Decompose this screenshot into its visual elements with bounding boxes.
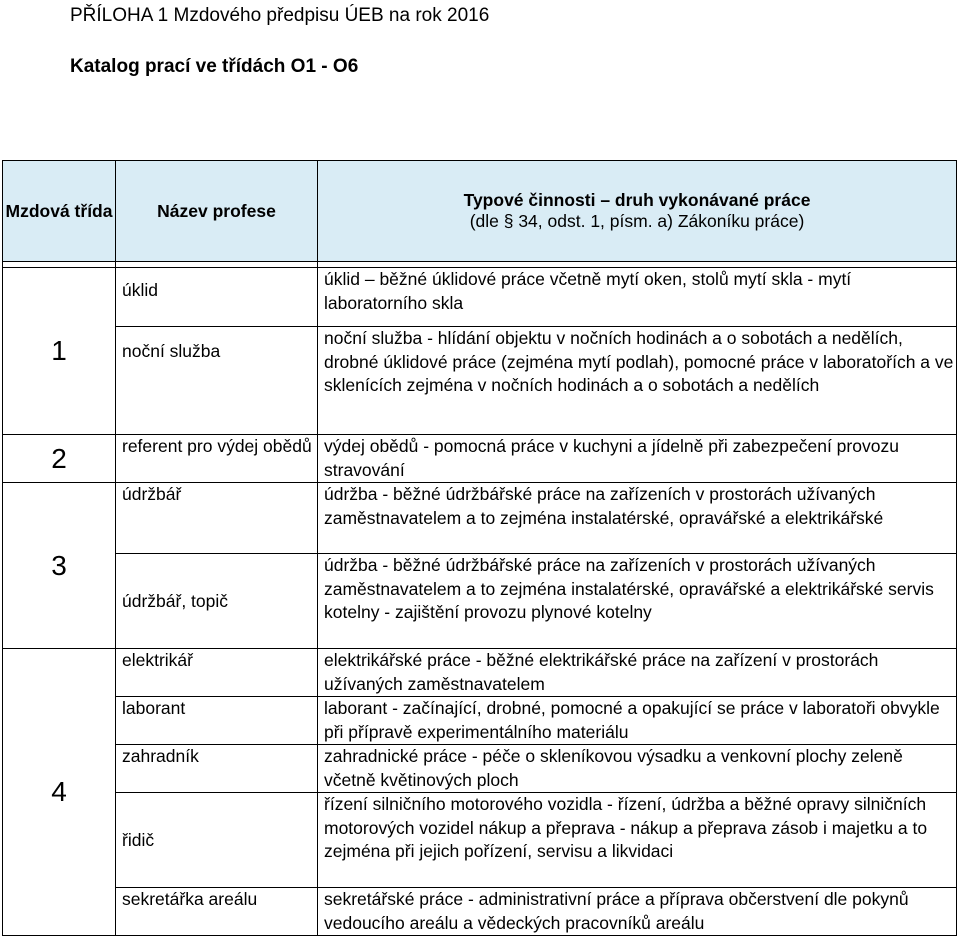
table-row xyxy=(3,793,957,888)
document-title: PŘÍLOHA 1 Mzdového předpisu ÚEB na rok 2016 xyxy=(70,5,490,26)
document-subtitle: Katalog prací ve třídách O1 - O6 xyxy=(70,56,359,77)
activity-cell: úklid – běžné úklidové práce včetně mytí oken, stolů mytí skla - mytí laboratorního skla xyxy=(318,268,957,327)
profession-cell: referent pro výdej obědů xyxy=(116,435,318,483)
table-row xyxy=(3,268,957,327)
activity-cell: údržba - běžné údržbářské práce na zařízeních v prostorách užívaných zaměstnavatelem a to zejména instalatérské, opravářské a elektrikářské xyxy=(318,483,957,554)
activity-cell: sekretářské práce - administrativní práce a příprava občerstvení dle pokynů vedoucího areálu a vědeckých pracovníků areálu xyxy=(318,888,957,936)
profession-cell: úklid xyxy=(116,268,318,327)
table-row xyxy=(3,697,957,745)
header-class: Mzdová třída xyxy=(3,161,116,262)
class-number: 1 xyxy=(3,268,116,435)
header-profession: Název profese xyxy=(116,161,318,262)
profession-cell: údržbář, topič xyxy=(116,554,318,649)
header-activities-note: (dle § 34, odst. 1, písm. a) Zákoníku práce) xyxy=(469,211,805,231)
header-activities xyxy=(318,161,957,262)
profession-cell: noční služba xyxy=(116,327,318,435)
table-row xyxy=(3,745,957,793)
table-row xyxy=(3,435,957,483)
class-number: 2 xyxy=(3,435,116,483)
job-catalog-table xyxy=(2,160,957,936)
header-activities-title: Typové činnosti – druh vykonávané práce xyxy=(463,190,811,210)
profession-cell: laborant xyxy=(116,697,318,745)
profession-cell: řidič xyxy=(116,793,318,888)
table-row xyxy=(3,649,957,697)
activity-cell: noční služba - hlídání objektu v nočních hodinách a o sobotách a nedělích, drobné úklidové práce (zejména mytí podlah), pomocné práce v laboratořích a ve sklenících zejména v nočních hodinách a o sobotách a nedělích xyxy=(318,327,957,435)
activity-cell: řízení silničního motorového vozidla - řízení, údržba a běžné opravy silničních motorových vozidel nákup a přeprava - nákup a přeprava zásob i majetku a to zejména při jejich pořízení, servisu a likvidaci xyxy=(318,793,957,888)
table-row xyxy=(3,483,957,554)
class-number: 4 xyxy=(3,649,116,936)
activity-cell: údržba - běžné údržbářské práce na zařízeních v prostorách užívaných zaměstnavatelem a to zejména instalatérské, opravářské a elektrikářské servis kotelny - zajištění provozu plynové kotelny xyxy=(318,554,957,649)
activity-cell: výdej obědů - pomocná práce v kuchyni a jídelně při zabezpečení provozu stravování xyxy=(318,435,957,483)
table-header-row xyxy=(3,161,957,262)
profession-cell: zahradník xyxy=(116,745,318,793)
class-number: 3 xyxy=(3,483,116,649)
table-row xyxy=(3,888,957,936)
table-row xyxy=(3,327,957,435)
table-row xyxy=(3,554,957,649)
activity-cell: elektrikářské práce - běžné elektrikářské práce na zařízení v prostorách užívaných zaměstnavatelem xyxy=(318,649,957,697)
profession-cell: údržbář xyxy=(116,483,318,554)
activity-cell: zahradnické práce - péče o skleníkovou výsadku a venkovní plochy zeleně včetně květinových ploch xyxy=(318,745,957,793)
profession-cell: sekretářka areálu xyxy=(116,888,318,936)
profession-cell: elektrikář xyxy=(116,649,318,697)
activity-cell: laborant - začínající, drobné, pomocné a opakující se práce v laboratoři obvykle při přípravě experimentálního materiálu xyxy=(318,697,957,745)
